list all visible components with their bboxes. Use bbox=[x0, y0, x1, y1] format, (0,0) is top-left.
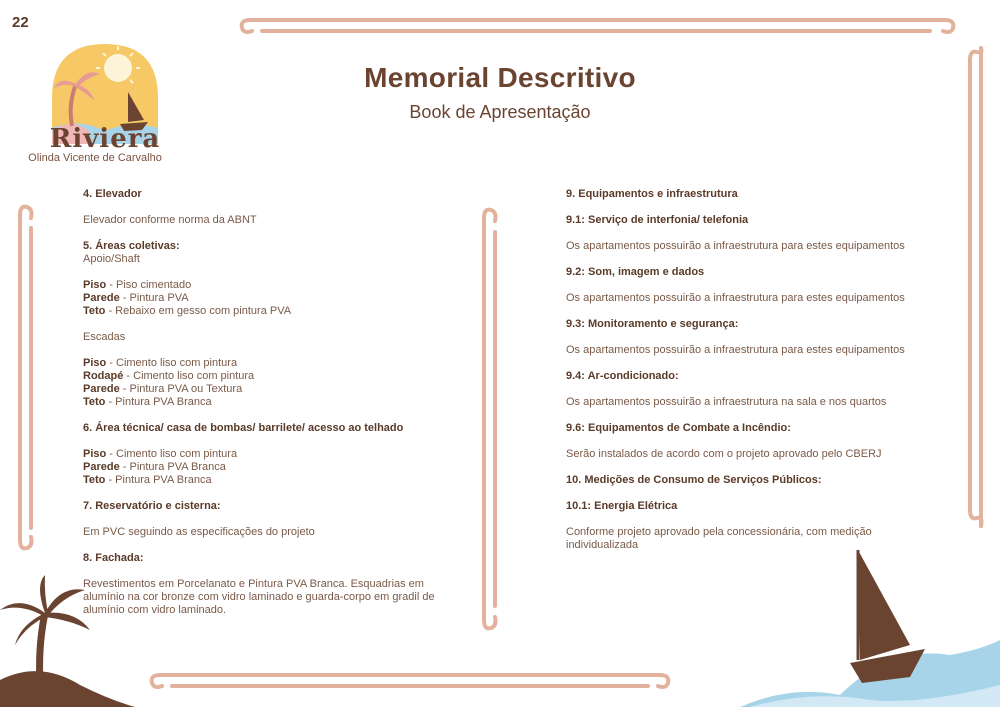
list-item: Parede - Pintura PVA ou Textura bbox=[83, 383, 243, 395]
page-number: 22 bbox=[12, 14, 29, 31]
section-9-1-text: Os apartamentos possuirão a infraestrutura para estes equipamentos bbox=[566, 240, 905, 252]
list-item: Parede - Pintura PVA bbox=[83, 292, 189, 304]
section-8-text: Revestimentos em Porcelanato e Pintura PVA Branca. Esquadrias em alumínio na cor bronze com vidro laminado e guarda-corpo em gradil de alumínio com vidro laminado. bbox=[83, 578, 435, 616]
section-9-3-text: Os apartamentos possuirão a infraestrutura para estes equipamentos bbox=[566, 344, 905, 356]
section-5-list-a bbox=[83, 279, 463, 318]
section-9-3-title: 9.3: Monitoramento e segurança: bbox=[566, 318, 739, 330]
section-4-title: 4. Elevador bbox=[83, 188, 142, 200]
logo-wordmark: Riviera bbox=[49, 124, 161, 154]
page-title: Memorial Descritivo bbox=[364, 62, 636, 93]
section-10-1-title: 10.1: Energia Elétrica bbox=[566, 500, 678, 512]
section-9-title: 9. Equipamentos e infraestrutura bbox=[566, 188, 738, 200]
sailboat-illustration bbox=[720, 545, 1000, 707]
section-9-4-text: Os apartamentos possuirão a infraestrutura na sala e nos quartos bbox=[566, 396, 887, 408]
list-item: Parede - Pintura PVA Branca bbox=[83, 461, 226, 473]
section-10-1-text: Conforme projeto aprovado pela concessionária, com medição individualizada bbox=[566, 526, 872, 551]
section-7-title: 7. Reservatório e cisterna: bbox=[83, 500, 221, 512]
list-item: Piso - Cimento liso com pintura bbox=[83, 448, 238, 460]
list-item: Rodapé - Cimento liso com pintura bbox=[83, 370, 255, 382]
section-9-6-text: Serão instalados de acordo com o projeto aprovado pelo CBERJ bbox=[566, 448, 882, 460]
section-9-4-title: 9.4: Ar-condicionado: bbox=[566, 370, 679, 382]
section-9-2-text: Os apartamentos possuirão a infraestrutura para estes equipamentos bbox=[566, 292, 905, 304]
left-column bbox=[83, 188, 463, 617]
list-item: Teto - Pintura PVA Branca bbox=[83, 474, 212, 486]
section-5-subtitle: Apoio/Shaft bbox=[83, 253, 140, 265]
list-item: Piso - Piso cimentado bbox=[83, 279, 192, 291]
logo-caption: Olinda Vicente de Carvalho bbox=[28, 152, 162, 164]
list-item: Teto - Pintura PVA Branca bbox=[83, 396, 212, 408]
section-8-title: 8. Fachada: bbox=[83, 552, 144, 564]
section-9-2-title: 9.2: Som, imagem e dados bbox=[566, 266, 705, 278]
section-4-text: Elevador conforme norma da ABNT bbox=[83, 214, 257, 226]
section-9-6-title: 9.6: Equipamentos de Combate a Incêndio: bbox=[566, 422, 791, 434]
list-item: Teto - Rebaixo em gesso com pintura PVA bbox=[83, 305, 292, 317]
section-5-list-b bbox=[83, 357, 463, 409]
list-item: Piso - Cimento liso com pintura bbox=[83, 357, 238, 369]
page-subtitle: Book de Apresentação bbox=[409, 102, 591, 122]
right-column bbox=[566, 188, 951, 552]
section-5-title: 5. Áreas coletivas: bbox=[83, 240, 180, 252]
section-6-list bbox=[83, 448, 463, 487]
section-10-title: 10. Medições de Consumo de Serviços Públicos: bbox=[566, 474, 822, 486]
section-7-text: Em PVC seguindo as especificações do projeto bbox=[83, 526, 315, 538]
section-5-subtitle-2: Escadas bbox=[83, 331, 126, 343]
section-9-1-title: 9.1: Serviço de interfonia/ telefonia bbox=[566, 214, 749, 226]
section-6-title: 6. Área técnica/ casa de bombas/ barrilete/ acesso ao telhado bbox=[83, 422, 404, 434]
